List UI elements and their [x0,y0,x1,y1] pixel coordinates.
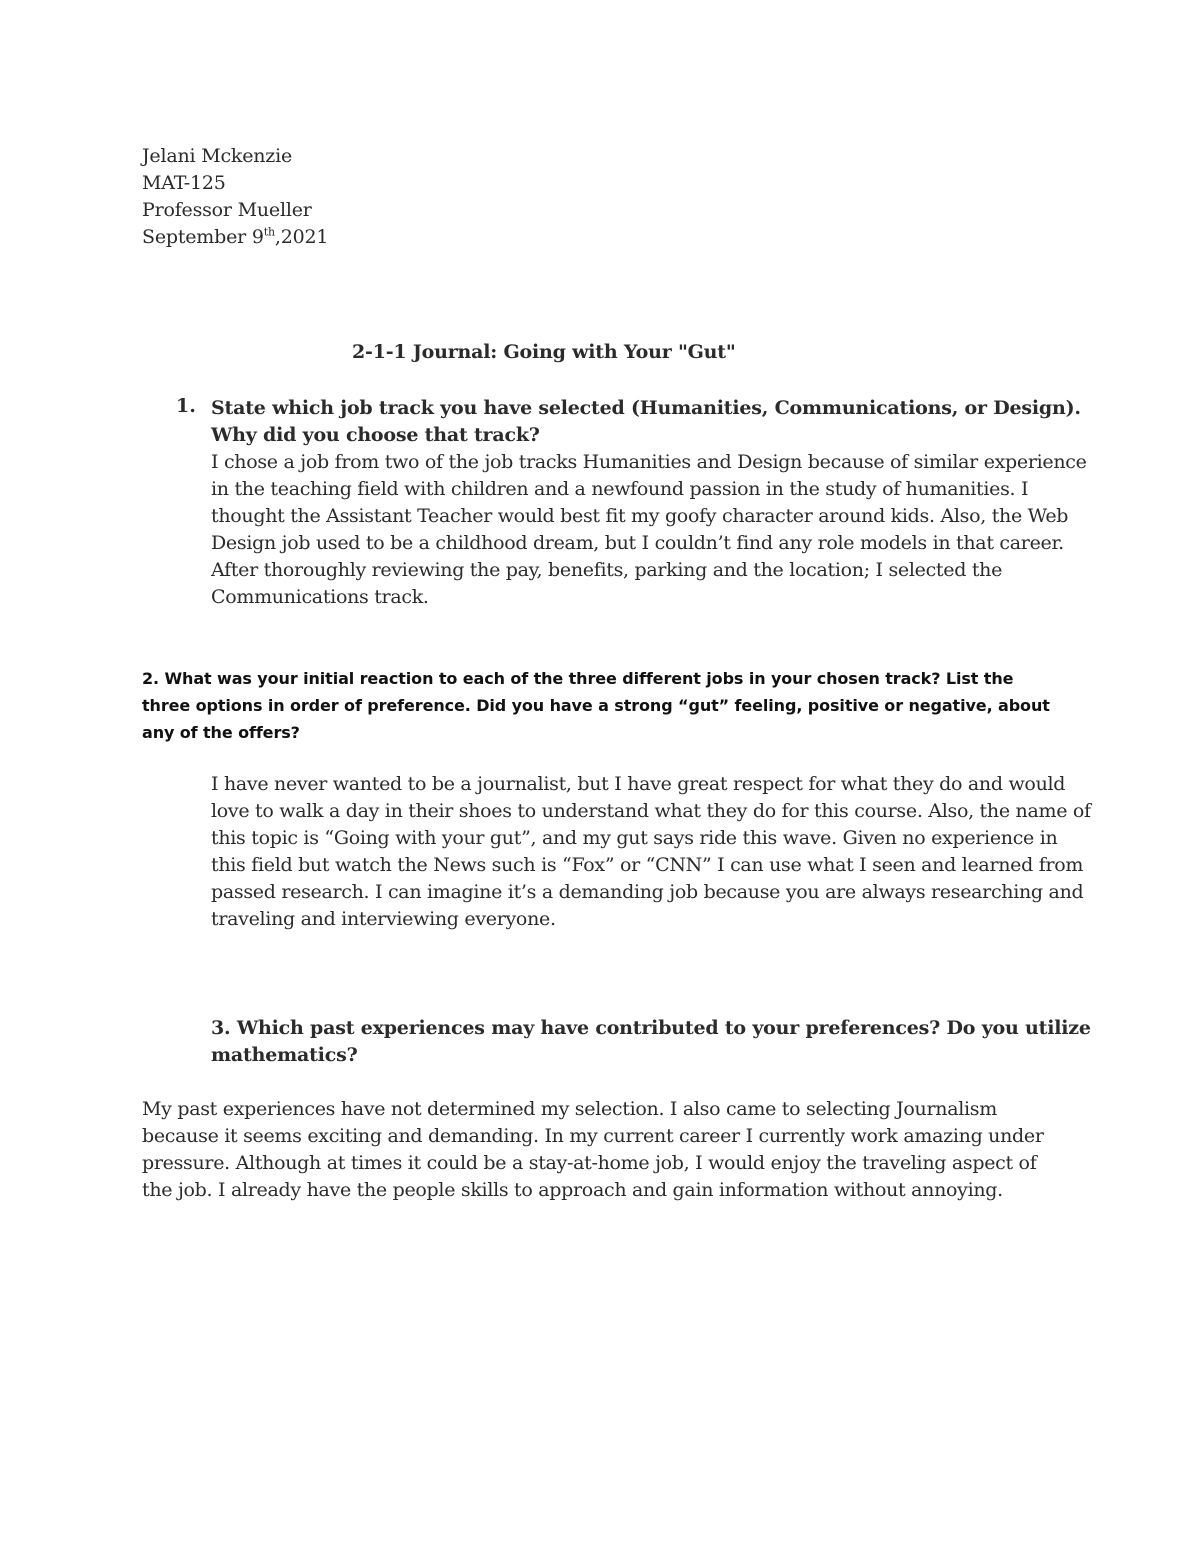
professor-name: Professor Mueller [142,199,312,221]
date-suffix: ,2021 [274,226,329,248]
date-line [142,224,328,251]
student-name: Jelani Mckenzie [142,145,293,167]
course-code: MAT-125 [142,172,226,194]
date-prefix: September 9 [142,226,264,248]
question-1-text: State which job track you have selected (Humanities, Communications, or Design). Why did you choose that track? [211,397,1081,446]
journal-title: 2-1-1 Journal: Going with Your "Gut" [352,341,736,363]
question-2-text: 2. What was your initial reaction to each of the three different jobs in your chosen track? List the three options in order of preference. Did you have a strong “gut” feeling, positive or negative, about any of the offers? [142,669,1050,742]
header-block [142,143,328,251]
date-superscript: th [263,225,275,239]
answer-1-text: I chose a job from two of the job tracks Humanities and Design because of similar experience in the teaching field with children and a newfound passion in the study of humanities. I thought the Assistant Teacher would best fit my goofy character around kids. Also, the Web Design job used to be a childhood dream, but I couldn’t find any role models in that career. After thoroughly reviewing the pay, benefits, parking and the location; I selected the Communications track. [211,451,1087,608]
question-3-text: 3. Which past experiences may have contributed to your preferences? Do you utilize mathematics? [211,1017,1091,1066]
answer-2-text: I have never wanted to be a journalist, but I have great respect for what they do and would love to walk a day in their shoes to understand what they do for this course. Also, the name of this topic is “Going with your gut”, and my gut says ride this wave. Given no experience in this field but watch the News such is “Fox” or “CNN” I can use what I seen and learned from passed research. I can imagine it’s a demanding job because you are always researching and traveling and interviewing everyone. [211,773,1091,930]
answer-3-text: My past experiences have not determined my selection. I also came to selecting Journalism because it seems exciting and demanding. In my current career I currently work amazing under pressure. Although at times it could be a stay-at-home job, I would enjoy the traveling aspect of the job. I already have the people skills to approach and gain information without annoying. [142,1098,1044,1201]
question-1-number: 1. [176,395,196,417]
